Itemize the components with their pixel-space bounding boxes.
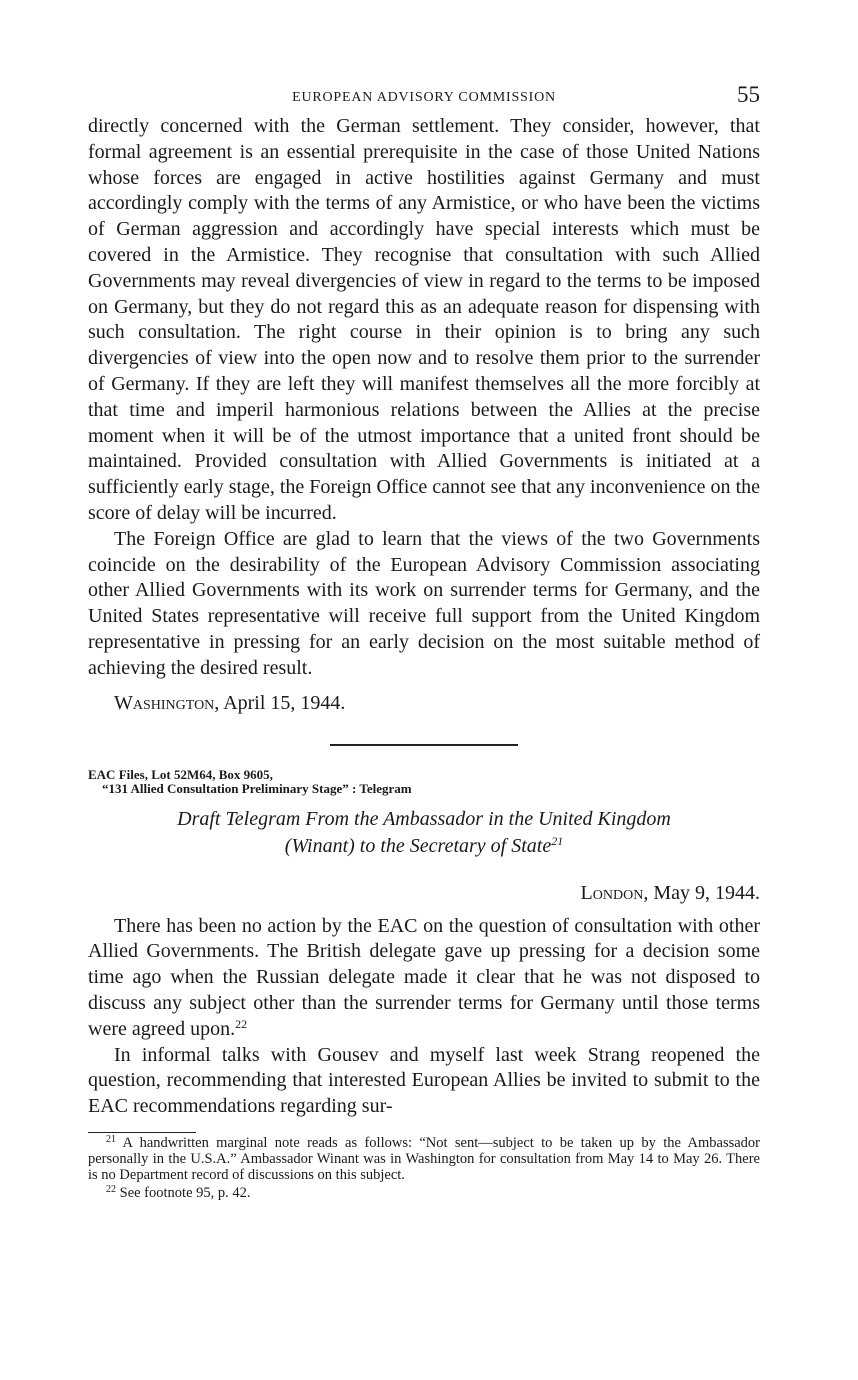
archive-source — [88, 768, 760, 796]
running-header — [88, 80, 760, 114]
footnote-marker: 22 — [106, 1184, 116, 1196]
source-line-2: “131 Allied Consultation Preliminary Stage” : Telegram — [102, 780, 412, 796]
footnote-text: See footnote 95, p. 42. — [119, 1185, 251, 1202]
running-title: EUROPEAN ADVISORY COMMISSION — [292, 90, 556, 105]
london-dateline — [88, 880, 760, 906]
dateline-date: , April 15, 1944. — [214, 691, 346, 714]
title-line-1: Draft Telegram From the Ambassador in the United Kingdom — [177, 807, 671, 830]
footnote-22 — [88, 1186, 760, 1202]
telegram-paragraph-1-text: There has been no action by the EAC on the question of consultation with other Allied Governments. The British delegate gave up pressing for a decision some time ago when the Russian delegate made it clear that he was not disposed to discuss any subject other than the surrender terms for Germany until those terms were agreed upon. — [88, 914, 760, 1040]
footnote-21 — [88, 1133, 760, 1183]
footnote-rule — [88, 1132, 196, 1133]
footnote-marker: 21 — [106, 1133, 116, 1145]
washington-dateline — [114, 690, 760, 716]
footnote-ref-22[interactable]: 22 — [235, 1016, 248, 1031]
title-name: Winant — [291, 834, 349, 857]
telegram-paragraph-1 — [88, 914, 760, 1043]
source-line-1: EAC Files, Lot 52M64, Box 9605, — [88, 766, 273, 782]
title-rest: ) to the Secretary of State — [348, 834, 552, 857]
page-number: 55 — [737, 82, 760, 107]
dateline-place: London — [580, 881, 644, 904]
footnote-text: A handwritten marginal note reads as follows: “Not sent—subject to be taken up by the Ambassador personally in the U.S.A.” Ambassador Winant was in Washington for consultation from May 14 to May 26. There is no Department record of discussions on this subject. — [88, 1134, 760, 1183]
section-divider — [330, 744, 518, 746]
continued-paragraph: directly concerned with the German settlement. They consider, however, that formal agreement is an essential prerequisite in the case of those United Nations whose forces are engaged in active hostilities against Germany and must accordingly comply with the terms of any Armistice, or who have been the victims of German aggression and accordingly have special interests which must be covered in the Armistice. They recognise that consultation with such Allied Governments may reveal divergencies of view in regard to the terms to be imposed on Germany, but they do not regard this as an adequate reason for dispensing with such consultation. The right course in their opinion is to bring any such divergencies of view into the open now and to resolve them prior to the surrender of Germany. If they are left they will manifest themselves all the more forcibly at that time and imperil harmonious relations between the Allies at the precise moment when it will be of the utmost importance that a united front should be maintained. Provided consultation with Allied Governments is initiated at a sufficiently early stage, the Foreign Office cannot see that any inconvenience on the score of delay will be incurred. — [88, 115, 760, 524]
document-title — [88, 806, 760, 860]
document-page — [88, 80, 760, 1202]
footnote-ref-21[interactable]: 21 — [551, 833, 564, 848]
foreign-office-paragraph: The Foreign Office are glad to learn that the views of the two Governments coincide on the desirability of the European Advisory Commission associating other Allied Governments with its work on surrender terms for Germany, and the United States representative will receive full support from the United Kingdom representative in pressing for an early decision on the most suitable method of achieving the desired result. — [88, 527, 760, 679]
title-paren-open: ( — [284, 834, 292, 857]
dateline-place: Washington — [114, 691, 215, 714]
telegram-paragraph-2: In informal talks with Gousev and myself last week Strang reopened the question, recommending that interested European Allies be invited to submit to the EAC recommendations regarding sur- — [88, 1043, 760, 1118]
title-line-2 — [88, 833, 760, 860]
dateline-date: , May 9, 1944. — [643, 881, 760, 904]
